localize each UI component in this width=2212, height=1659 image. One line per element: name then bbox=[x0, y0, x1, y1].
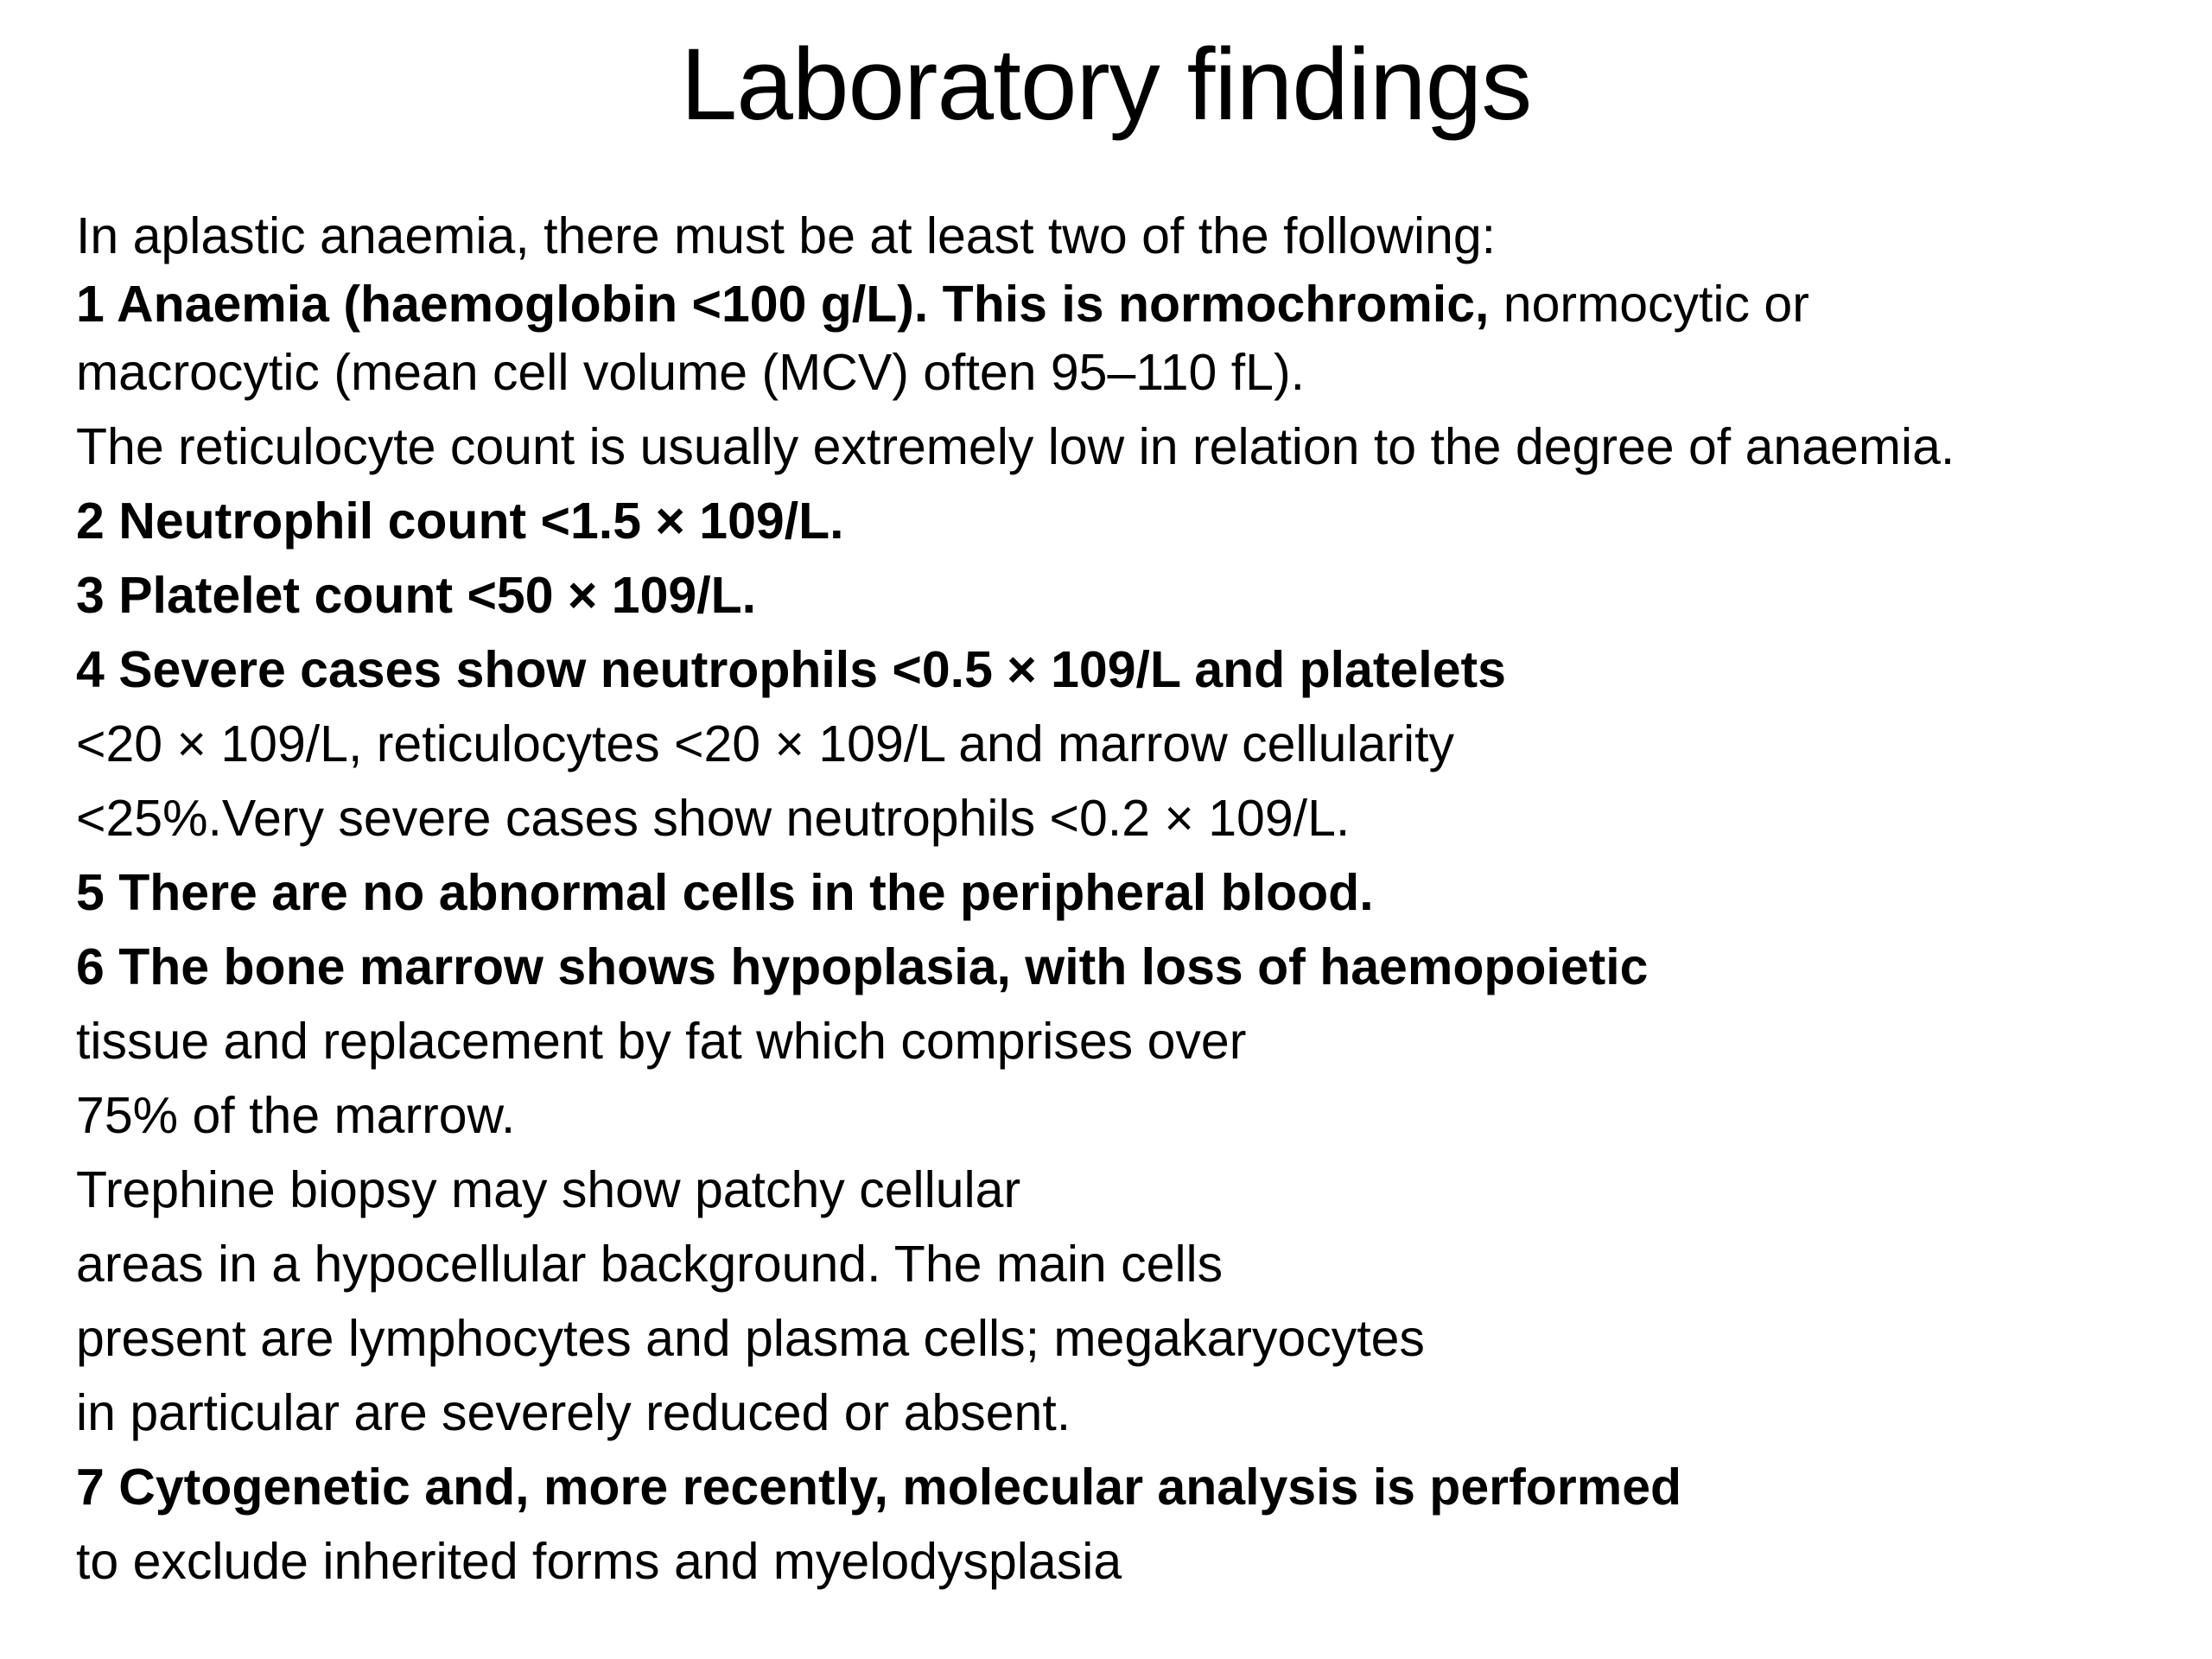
text-line bbox=[76, 335, 2184, 410]
line-bold-text: 5 There are no abnormal cells in the peripheral blood. bbox=[76, 864, 1374, 921]
line-bold-text: 6 The bone marrow shows hypoplasia, with loss of haemopoietic bbox=[76, 938, 1649, 995]
line-bold-text: 2 Neutrophil count <1.5 × 109/L. bbox=[76, 493, 844, 550]
line-bold-text: 3 Platelet count <50 × 109/L. bbox=[76, 567, 757, 624]
line-text: 75% of the marrow. bbox=[76, 1087, 516, 1144]
line-bold-text: 4 Severe cases show neutrophils <0.5 × 109/L and platelets bbox=[76, 641, 1506, 698]
line-text: Trephine biopsy may show patchy cellular bbox=[76, 1161, 1021, 1218]
line-text: <20 × 109/L, reticulocytes <20 × 109/L and marrow cellularity bbox=[76, 715, 1455, 772]
text-line bbox=[76, 1227, 2184, 1301]
line-text: macrocytic (mean cell volume (MCV) often 95–110 fL). bbox=[76, 344, 1305, 401]
text-line bbox=[76, 1376, 2184, 1450]
line-text: <25%.Very severe cases show neutrophils <0.2 × 109/L. bbox=[76, 790, 1351, 847]
text-line bbox=[76, 930, 2184, 1004]
text-line bbox=[76, 1524, 2184, 1599]
line-text: to exclude inherited forms and myelodysplasia bbox=[76, 1533, 1122, 1590]
line-text: in particular are severely reduced or absent. bbox=[76, 1384, 1071, 1441]
text-line bbox=[76, 707, 2184, 781]
text-line bbox=[76, 273, 2184, 335]
text-line bbox=[76, 199, 2184, 273]
text-line bbox=[76, 410, 2184, 484]
text-line bbox=[76, 484, 2184, 558]
text-line bbox=[76, 1450, 2184, 1524]
text-line bbox=[76, 1078, 2184, 1153]
text-line bbox=[76, 1301, 2184, 1376]
line-text: The reticulocyte count is usually extremely low in relation to the degree of anaemia. bbox=[76, 418, 1955, 475]
slide-title: Laboratory findings bbox=[680, 28, 1532, 142]
text-line bbox=[76, 855, 2184, 930]
line-text: present are lymphocytes and plasma cells; megakaryocytes bbox=[76, 1310, 1425, 1367]
text-line bbox=[76, 1004, 2184, 1078]
text-line bbox=[76, 558, 2184, 632]
line-text: normocytic or bbox=[1489, 276, 1809, 333]
slide-body bbox=[76, 199, 2184, 1599]
line-bold-text: 1 Anaemia (haemoglobin <100 g/L). This is normochromic, bbox=[76, 276, 1490, 333]
text-line bbox=[76, 1153, 2184, 1227]
text-line bbox=[76, 632, 2184, 707]
line-text: tissue and replacement by fat which comprises over bbox=[76, 1013, 1247, 1070]
text-line bbox=[76, 781, 2184, 855]
line-text: In aplastic anaemia, there must be at least two of the following: bbox=[76, 207, 1497, 264]
line-text: areas in a hypocellular background. The main cells bbox=[76, 1236, 1224, 1293]
line-bold-text: 7 Cytogenetic and, more recently, molecular analysis is performed bbox=[76, 1459, 1682, 1516]
